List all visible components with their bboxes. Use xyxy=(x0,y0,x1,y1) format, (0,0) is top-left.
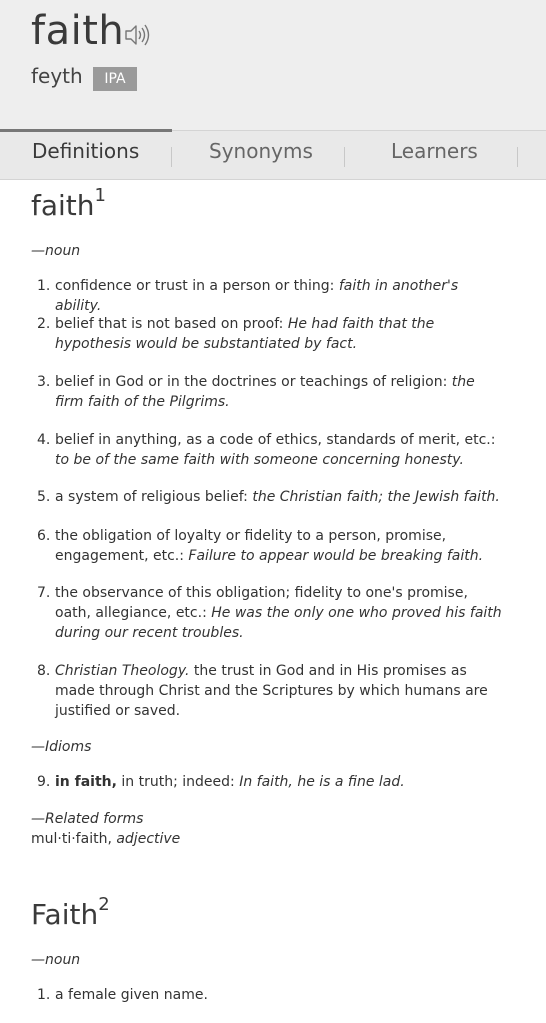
definition-item xyxy=(37,985,507,1005)
related-form-word: mul·ti·faith, xyxy=(31,831,112,847)
definition-text: belief in anything, as a code of ethics, standards of merit, etc.: xyxy=(55,432,496,448)
definition-number: 2. xyxy=(37,316,51,332)
definition-number: 5. xyxy=(37,489,51,505)
entry-superscript: 1 xyxy=(94,185,106,206)
definition-example: Failure to appear would be breaking faith. xyxy=(188,548,484,564)
definition-item xyxy=(37,526,507,566)
ipa-button[interactable]: IPA xyxy=(93,67,137,91)
tab-divider xyxy=(517,147,518,167)
definition-number: 1. xyxy=(37,278,51,294)
definition-number: 6. xyxy=(37,528,51,544)
entry-headword-text: Faith xyxy=(31,898,99,931)
idiom-term: in faith, xyxy=(55,774,117,790)
definition-item xyxy=(37,487,507,507)
definition-example: the firm faith of the Pilgrims. xyxy=(55,374,475,410)
entry-headword-text: faith xyxy=(31,189,95,222)
idiom-item xyxy=(37,772,507,792)
definition-example: He was the only one who proved his faith during our recent troubles. xyxy=(55,605,502,641)
definition-number: 4. xyxy=(37,432,51,448)
speaker-icon[interactable] xyxy=(123,22,151,48)
entry-superscript: 2 xyxy=(98,894,110,915)
part-of-speech: —noun xyxy=(31,243,81,259)
idiom-text: in truth; indeed: xyxy=(116,774,240,790)
definition-example: faith in another's ability. xyxy=(55,278,459,314)
definition-item xyxy=(37,314,507,354)
definition-number: 8. xyxy=(37,663,51,679)
definition-text: the obligation of loyalty or fidelity to a person, promise, engagement, etc.: xyxy=(55,528,447,564)
definition-example: the Christian faith; the Jewish faith. xyxy=(252,489,500,505)
definition-text: confidence or trust in a person or thing: xyxy=(55,278,339,294)
definition-number: 7. xyxy=(37,585,51,601)
tab-bar xyxy=(0,130,546,180)
entry-headword xyxy=(31,894,110,931)
definition-field-label: Christian Theology. xyxy=(55,663,190,679)
active-tab-indicator xyxy=(0,129,172,132)
definition-item xyxy=(37,276,507,316)
definition-item xyxy=(37,372,507,412)
idioms-heading: —Idioms xyxy=(31,739,92,755)
related-form-pos: adjective xyxy=(116,831,181,847)
related-forms-heading: —Related forms xyxy=(31,811,144,827)
part-of-speech: —noun xyxy=(31,952,81,968)
idiom-example: In faith, he is a fine lad. xyxy=(239,774,405,790)
idiom-number: 9. xyxy=(37,774,51,790)
tab-learners[interactable]: Learners xyxy=(391,139,478,163)
related-form xyxy=(31,831,180,847)
definition-text: belief that is not based on proof: xyxy=(55,316,288,332)
definition-text: a female given name. xyxy=(55,987,208,1003)
pronunciation: feyth xyxy=(31,64,83,88)
entry-headword xyxy=(31,185,106,222)
headword-title: faith xyxy=(31,8,125,54)
definition-text: the observance of this obligation; fidelity to one's promise, oath, allegiance, etc.: xyxy=(55,585,468,621)
definition-text: the trust in God and in His promises as made through Christ and the Scriptures by which humans are justified or saved. xyxy=(55,663,488,719)
definition-text: a system of religious belief: xyxy=(55,489,253,505)
word-header xyxy=(0,0,546,130)
tab-synonyms[interactable]: Synonyms xyxy=(209,139,313,163)
tab-definitions[interactable]: Definitions xyxy=(32,139,140,163)
definition-item xyxy=(37,583,507,643)
definition-number: 3. xyxy=(37,374,51,390)
tab-divider xyxy=(344,147,345,167)
tab-divider xyxy=(171,147,172,167)
definition-item xyxy=(37,661,507,721)
definition-item xyxy=(37,430,507,470)
definition-example: He had faith that the hypothesis would be substantiated by fact. xyxy=(55,316,435,352)
definition-example: to be of the same faith with someone concerning honesty. xyxy=(55,452,464,468)
definition-text: belief in God or in the doctrines or teachings of religion: xyxy=(55,374,452,390)
definition-number: 1. xyxy=(37,987,51,1003)
